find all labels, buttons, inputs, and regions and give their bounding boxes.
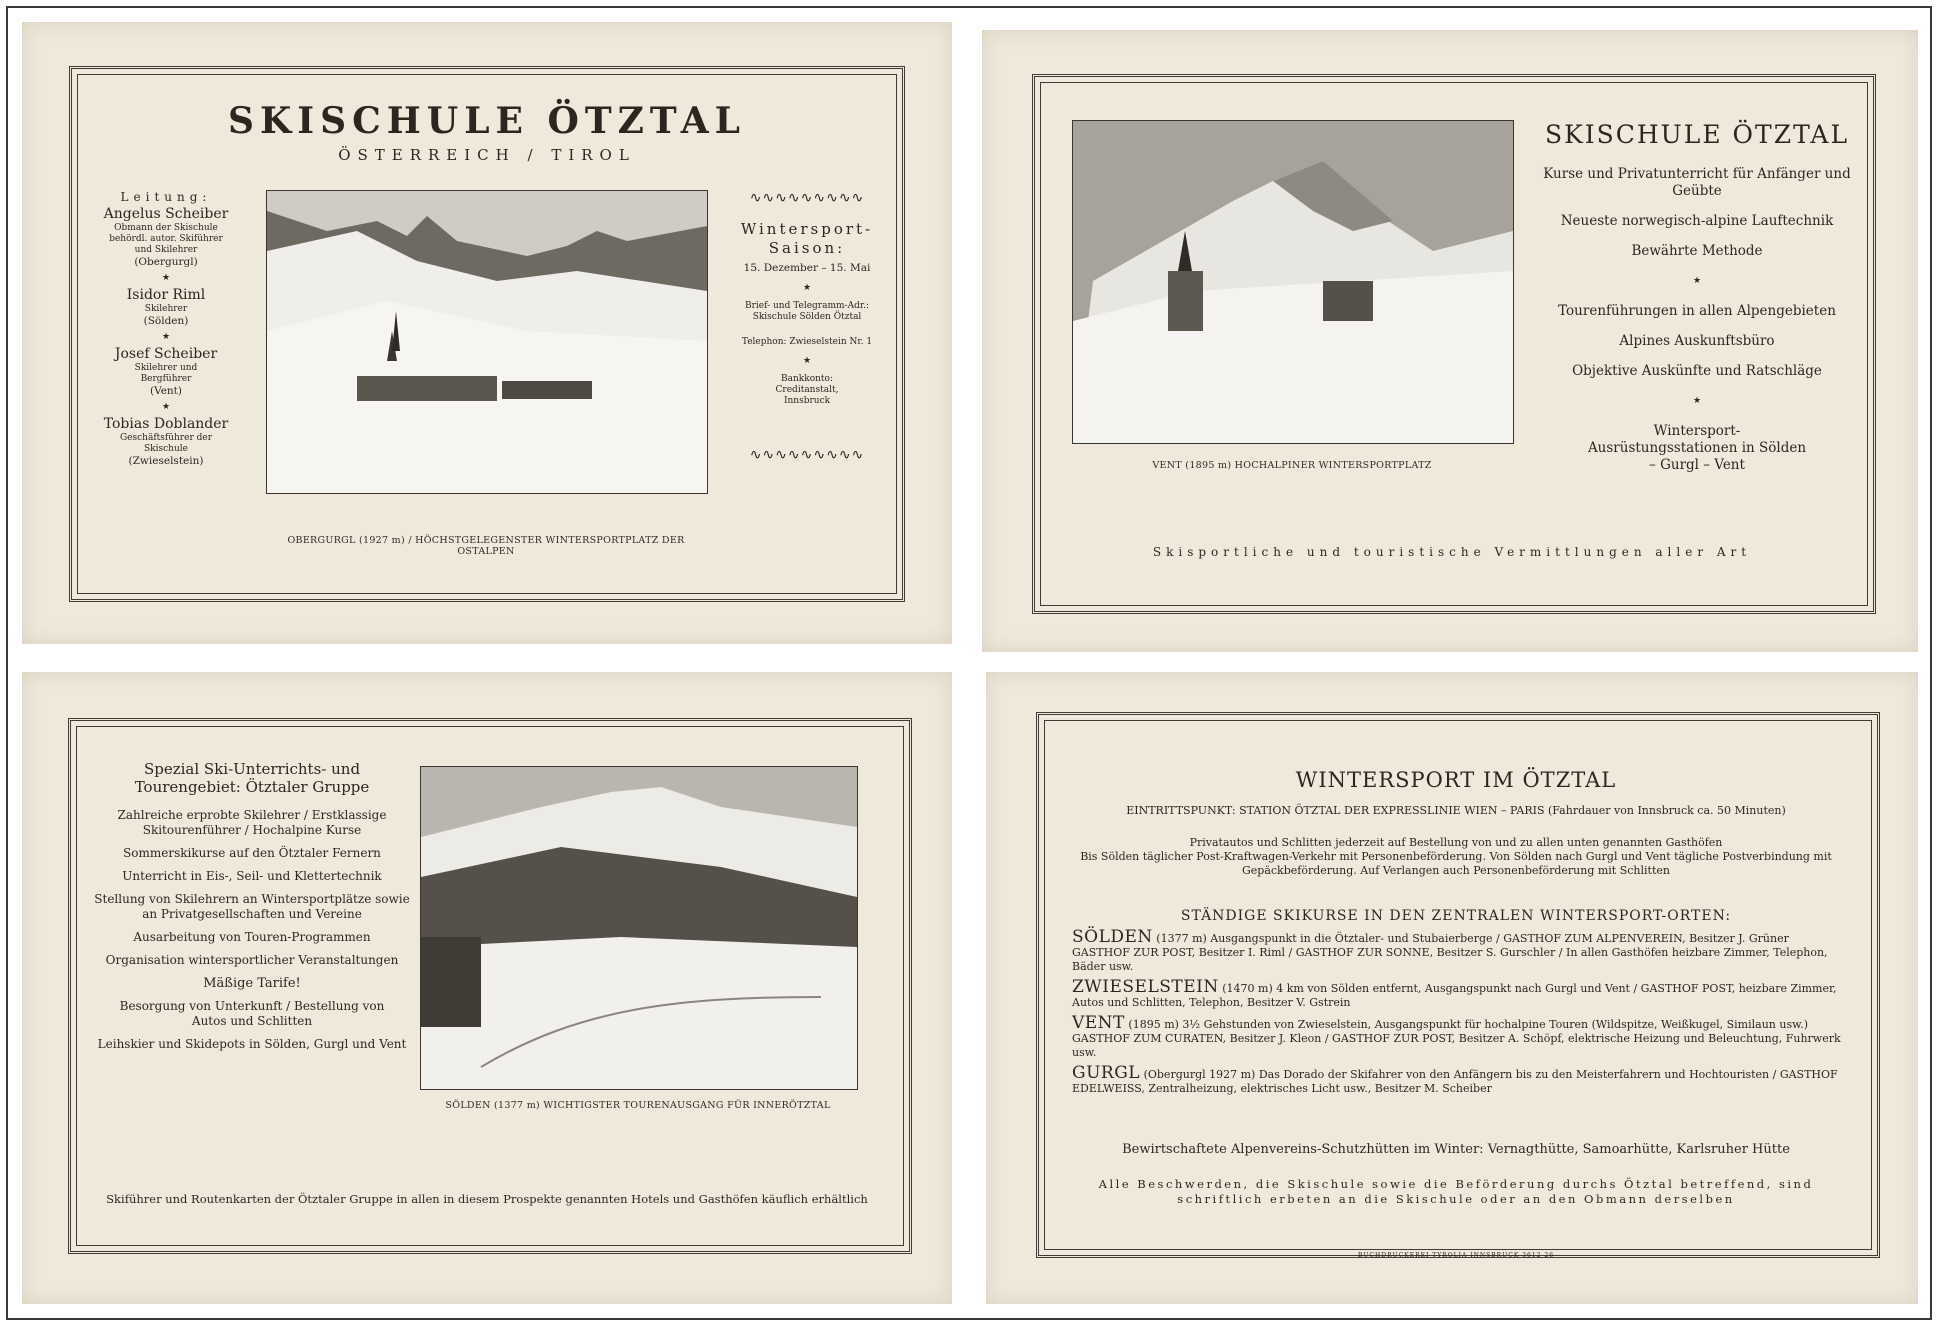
transport-line: Privatautos und Schlitten jederzeit auf Bestellung von und zu allen unten genannten Gasthöfen — [1189, 836, 1723, 849]
complaints-note: Alle Beschwerden, die Skischule sowie die Beförderung durchs Ötztal betreffend, sind schriftlich erbeten an die Skischule oder an den Obmann derselben — [1098, 1177, 1814, 1206]
features-column — [92, 760, 412, 1060]
towns-list — [1072, 927, 1842, 1102]
management-column — [86, 190, 246, 468]
brochure-page-4 — [986, 672, 1918, 1304]
person-name: Josef Scheiber — [114, 346, 218, 362]
page-footer: Skisportliche und touristische Vermittlungen aller Art — [1152, 545, 1752, 559]
transport-info — [1066, 836, 1846, 878]
town-name: GURGL — [1072, 1063, 1141, 1083]
town-text: (1377 m) Ausgangspunkt in die Ötztaler- und Stubaierberge / GASTHOF ZUM ALPENVEREIN, Besitzer J. Grüner GASTHOF ZUR POST, Besitzer I. Riml / GASTHOF ZUR SONNE, Besitzer S. Gurschler / In allen Gasthöfen heizbare Zimmer, Telephon, Bäder usw. — [1072, 932, 1828, 973]
town-text: (1470 m) 4 km von Sölden entfernt, Ausgangspunkt nach Gurgl und Vent / GASTHOF POST, heizbare Zimmer, Autos und Schlitten, Telephon, Besitzer V. Gstrein — [1072, 982, 1837, 1009]
season-column — [722, 190, 892, 463]
service-item: Wintersport-Ausrüstungsstationen in Sölden – Gurgl – Vent — [1587, 423, 1807, 473]
person-role: Skilehrer — [144, 304, 188, 314]
feature-item: Zahlreiche erprobte Skilehrer / Erstklassige Skitourenführer / Hochalpine Kurse — [117, 808, 387, 837]
person-name: Isidor Riml — [126, 287, 206, 303]
town-entry — [1072, 927, 1842, 974]
star-divider: ★ — [802, 283, 812, 293]
person-name: Tobias Doblander — [103, 416, 229, 432]
star-divider: ★ — [161, 402, 171, 412]
feature-item: Leihskier und Skidepots in Sölden, Gurgl und Vent — [97, 1037, 407, 1051]
season-dates: 15. Dezember – 15. Mai — [743, 262, 871, 274]
photo-caption: OBERGURGL (1927 m) / HÖCHSTGELEGENSTER WINTERSPORTPLATZ DER OSTALPEN — [287, 535, 685, 557]
person-role: Skilehrer und Bergführer — [134, 363, 198, 384]
service-item: Neueste norwegisch-alpine Lauftechnik — [1560, 213, 1834, 229]
star-divider: ★ — [1692, 276, 1702, 286]
ornament-bottom: ∿∿∿∿∿∿∿∿∿ — [749, 447, 865, 463]
feature-item: Organisation wintersportlicher Veranstaltungen — [105, 953, 399, 967]
feature-item: Unterricht in Eis-, Seil- und Klettertechnik — [122, 869, 382, 883]
ornament-top: ∿∿∿∿∿∿∿∿∿ — [749, 190, 865, 206]
town-name: VENT — [1072, 1013, 1125, 1033]
feature-item: Ausarbeitung von Touren-Programmen — [133, 930, 371, 944]
service-item: Objektive Auskünfte und Ratschläge — [1572, 363, 1822, 379]
page-subtitle: ÖSTERREICH / TIROL — [338, 146, 636, 164]
brochure-page-2 — [982, 30, 1918, 652]
star-divider: ★ — [161, 273, 171, 283]
town-text: (Obergurgl 1927 m) Das Dorado der Skifahrer von den Anfängern bis zu den Meisterfahrern und Hochtouristen / GASTHOF EDELWEISS, Zentralheizung, elektrisches Licht usw., Besitzer M. Scheiber — [1072, 1068, 1838, 1095]
printer-imprint: BUCHDRUCKEREI TYROLIA INNSBRUCK 3612 26 — [1357, 1252, 1555, 1259]
service-item: Tourenführungen in allen Alpengebieten — [1558, 303, 1836, 319]
star-divider: ★ — [802, 356, 812, 366]
soelden-photo — [420, 766, 858, 1090]
obergurgl-photo — [266, 190, 708, 494]
person-entry — [86, 287, 246, 328]
person-place: (Obergurgl) — [134, 256, 198, 268]
telegram-address: Brief- und Telegramm-Adr.: Skischule Sölden Ötztal — [744, 301, 870, 322]
service-item: Kurse und Privatunterricht für Anfänger und Geübte — [1543, 166, 1851, 199]
person-name: Angelus Scheiber — [103, 206, 229, 222]
huts-info: Bewirtschaftete Alpenvereins-Schutzhütten im Winter: Vernagthütte, Samoarhütte, Karlsruher Hütte — [1122, 1142, 1790, 1157]
person-entry — [86, 346, 246, 398]
feature-item: Stellung von Skilehrern an Wintersportplätze sowie an Privatgesellschaften und Vereine — [94, 892, 410, 921]
person-place: (Sölden) — [143, 315, 189, 327]
service-item: Bewährte Methode — [1631, 243, 1763, 259]
feature-item: Sommerskikurse auf den Ötztaler Fernern — [123, 846, 381, 860]
town-entry — [1072, 977, 1842, 1010]
person-entry — [86, 206, 246, 269]
town-name: ZWIESELSTEIN — [1072, 977, 1219, 997]
vent-photo — [1072, 120, 1514, 444]
page-title: SKISCHULE ÖTZTAL — [228, 100, 746, 142]
person-place: (Vent) — [149, 385, 182, 397]
person-role: Geschäftsführer der Skischule — [119, 433, 212, 454]
photo-caption: VENT (1895 m) HOCHALPINER WINTERSPORTPLATZ — [1152, 460, 1432, 471]
service-item: Alpines Auskunftsbüro — [1619, 333, 1775, 349]
star-divider: ★ — [1692, 396, 1702, 406]
brochure-page-3 — [22, 672, 952, 1304]
town-entry — [1072, 1063, 1842, 1096]
brochure-page-1 — [22, 22, 952, 644]
bank-account: Bankkonto: Creditanstalt, Innsbruck — [775, 374, 839, 406]
transport-line: Bis Sölden täglicher Post-Kraftwagen-Verkehr mit Personenbeförderung. Von Sölden nach Gurgl und Vent tägliche Postverbindung mit Gepäckbeförderung. Auf Verlangen auch Personenbeförderung mit Schlitten — [1080, 850, 1832, 877]
entry-point: EINTRITTSPUNKT: STATION ÖTZTAL DER EXPRESSLINIE WIEN – PARIS (Fahrdauer von Innsbruck ca. 50 Minuten) — [1126, 804, 1786, 817]
town-entry — [1072, 1013, 1842, 1060]
person-place: (Zwieselstein) — [128, 455, 204, 467]
leitung-label: Leitung: — [120, 190, 212, 204]
courses-heading: STÄNDIGE SKIKURSE IN DEN ZENTRALEN WINTERSPORT-ORTEN: — [1180, 908, 1732, 924]
person-role: Obmann der Skischule behördl. autor. Skiführer und Skilehrer — [109, 223, 223, 255]
telephone: Telephon: Zwieselstein Nr. 1 — [741, 337, 873, 347]
star-divider: ★ — [161, 332, 171, 342]
page-footer: Skiführer und Routenkarten der Ötztaler Gruppe in allen in diesem Prospekte genannten Hotels und Gasthöfen käuflich erhältlich — [106, 1192, 868, 1206]
season-title: Wintersport-Saison: — [740, 220, 874, 257]
page-title: SKISCHULE ÖTZTAL — [1544, 120, 1850, 149]
photo-caption: SÖLDEN (1377 m) WICHTIGSTER TOURENAUSGANG FÜR INNERÖTZTAL — [445, 1100, 831, 1111]
town-text: (1895 m) 3½ Gehstunden von Zwieselstein, Ausgangspunkt für hochalpine Touren (Wildspitze, Weißkugel, Similaun usw.) GASTHOF ZUM CURATEN, Besitzer J. Kleon / GASTHOF ZUR POST, Besitzer A. Schöpf, elektrische Heizung und Beleuchtung, Fuhrwerk usw. — [1072, 1018, 1841, 1059]
person-entry — [86, 416, 246, 468]
town-name: SÖLDEN — [1072, 927, 1153, 947]
feature-item: Besorgung von Unterkunft / Bestellung von Autos und Schlitten — [119, 999, 385, 1028]
feature-item: Mäßige Tarife! — [203, 976, 301, 991]
services-list — [1537, 166, 1857, 487]
page-title: WINTERSPORT IM ÖTZTAL — [1295, 768, 1617, 792]
area-heading: Spezial Ski-Unterrichts- und Tourengebiet: Ötztaler Gruppe — [134, 760, 370, 796]
